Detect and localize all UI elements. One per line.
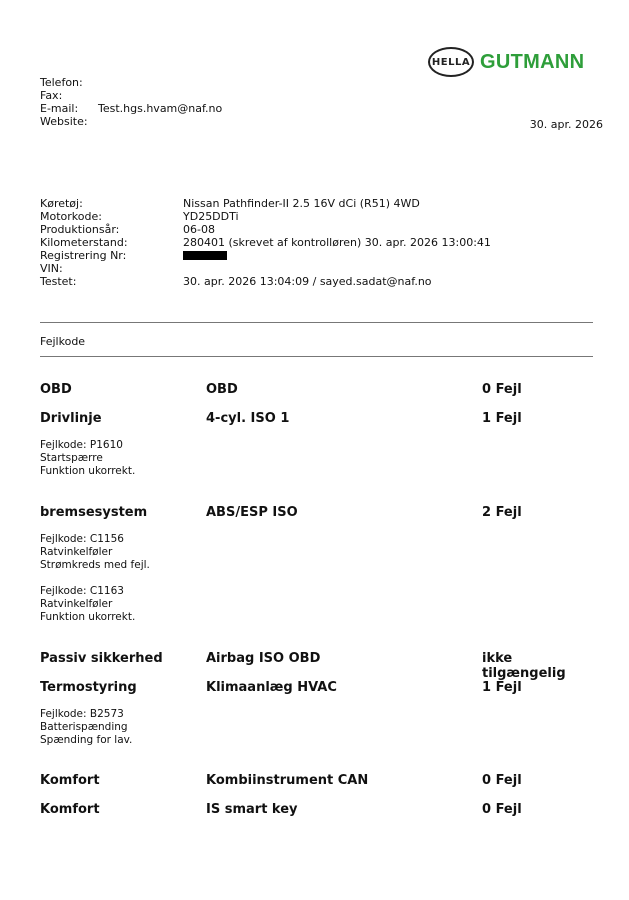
contact-value: Test.hgs.hvam@naf.no: [98, 102, 223, 115]
system-module: OBD: [206, 382, 238, 397]
system-status: ikke tilgængelig: [482, 651, 566, 681]
vehicle-value: 30. apr. 2026 13:04:09 / sayed.sadat@naf.no: [183, 275, 432, 288]
fault-component: Ratvinkelføler: [40, 546, 113, 558]
report-date: 30. apr. 2026: [529, 118, 603, 131]
contact-key: Website:: [40, 115, 88, 128]
system-module: Kombiinstrument CAN: [206, 773, 369, 788]
vehicle-row: [40, 275, 491, 288]
system-module: 4-cyl. ISO 1: [206, 411, 290, 426]
fault-description: Funktion ukorrekt.: [40, 465, 136, 477]
fault-description: Funktion ukorrekt.: [40, 611, 136, 623]
system-module: Airbag ISO OBD: [206, 651, 321, 666]
fault-entry: [40, 439, 135, 478]
vehicle-key: Testet:: [40, 275, 77, 288]
vehicle-row: [40, 249, 491, 262]
divider-top: [40, 322, 593, 323]
vehicle-key: Registrering Nr:: [40, 249, 127, 262]
system-category: bremsesystem: [40, 505, 148, 520]
system-module: Klimaanlæg HVAC: [206, 680, 337, 695]
vehicle-row: [40, 223, 491, 236]
vehicle-info: [40, 197, 491, 288]
system-row: [40, 411, 600, 429]
fault-component: Startspærre: [40, 452, 103, 464]
system-status: 1 Fejl: [482, 411, 522, 426]
divider-bottom: [40, 356, 593, 357]
system-category: Termostyring: [40, 680, 137, 695]
contact-key: E-mail:: [40, 102, 79, 115]
redacted-registration-block: [183, 251, 227, 260]
fault-code: Fejlkode: B2573: [40, 708, 124, 720]
fault-entry: [40, 708, 132, 747]
fault-code: Fejlkode: C1163: [40, 585, 124, 597]
vehicle-row: [40, 197, 491, 210]
section-title: Fejlkode: [40, 335, 86, 348]
fault-code: Fejlkode: C1156: [40, 533, 124, 545]
vehicle-key: Køretøj:: [40, 197, 83, 210]
contact-row-email: [40, 102, 222, 115]
system-module: ABS/ESP ISO: [206, 505, 298, 520]
vehicle-row: [40, 262, 491, 275]
fault-description: Strømkreds med fejl.: [40, 559, 150, 571]
system-category: Passiv sikkerhed: [40, 651, 163, 666]
system-status: 0 Fejl: [482, 382, 522, 397]
fault-code: Fejlkode: P1610: [40, 439, 123, 451]
vehicle-row: [40, 210, 491, 223]
vehicle-row: [40, 236, 491, 249]
system-module: IS smart key: [206, 802, 298, 817]
fault-entry: [40, 533, 150, 572]
system-category: Komfort: [40, 802, 100, 817]
vehicle-value: YD25DDTi: [183, 210, 239, 223]
system-status: 2 Fejl: [482, 505, 522, 520]
system-row: [40, 382, 600, 400]
hella-badge: HELLA: [428, 47, 474, 77]
system-status: 1 Fejl: [482, 680, 522, 695]
system-category: Drivlinje: [40, 411, 102, 426]
gutmann-wordmark: GUTMANN: [480, 50, 585, 73]
vehicle-key: Produktionsår:: [40, 223, 120, 236]
system-category: Komfort: [40, 773, 100, 788]
system-row: [40, 773, 600, 791]
fault-description: Spænding for lav.: [40, 734, 133, 746]
fault-component: Batterispænding: [40, 721, 128, 733]
fault-entry: [40, 585, 135, 624]
system-status: 0 Fejl: [482, 773, 522, 788]
hella-gutmann-logo: [428, 47, 584, 77]
fault-component: Ratvinkelføler: [40, 598, 113, 610]
system-row: [40, 802, 600, 820]
vehicle-value: 06-08: [183, 223, 215, 236]
contact-row-fax: [40, 89, 222, 102]
system-row: [40, 680, 600, 698]
vehicle-key: VIN:: [40, 262, 63, 275]
contact-key: Fax:: [40, 89, 63, 102]
contact-key: Telefon:: [40, 76, 83, 89]
contact-row-website: [40, 115, 222, 128]
vehicle-key: Kilometerstand:: [40, 236, 128, 249]
system-status: 0 Fejl: [482, 802, 522, 817]
system-category: OBD: [40, 382, 72, 397]
vehicle-key: Motorkode:: [40, 210, 102, 223]
contact-row-phone: [40, 76, 222, 89]
vehicle-value: Nissan Pathfinder-II 2.5 16V dCi (R51) 4WD: [183, 197, 420, 210]
system-row: [40, 505, 600, 523]
vehicle-value: 280401 (skrevet af kontrolløren) 30. apr. 2026 13:00:41: [183, 236, 491, 249]
contact-info: [40, 76, 222, 128]
system-row: [40, 651, 600, 681]
